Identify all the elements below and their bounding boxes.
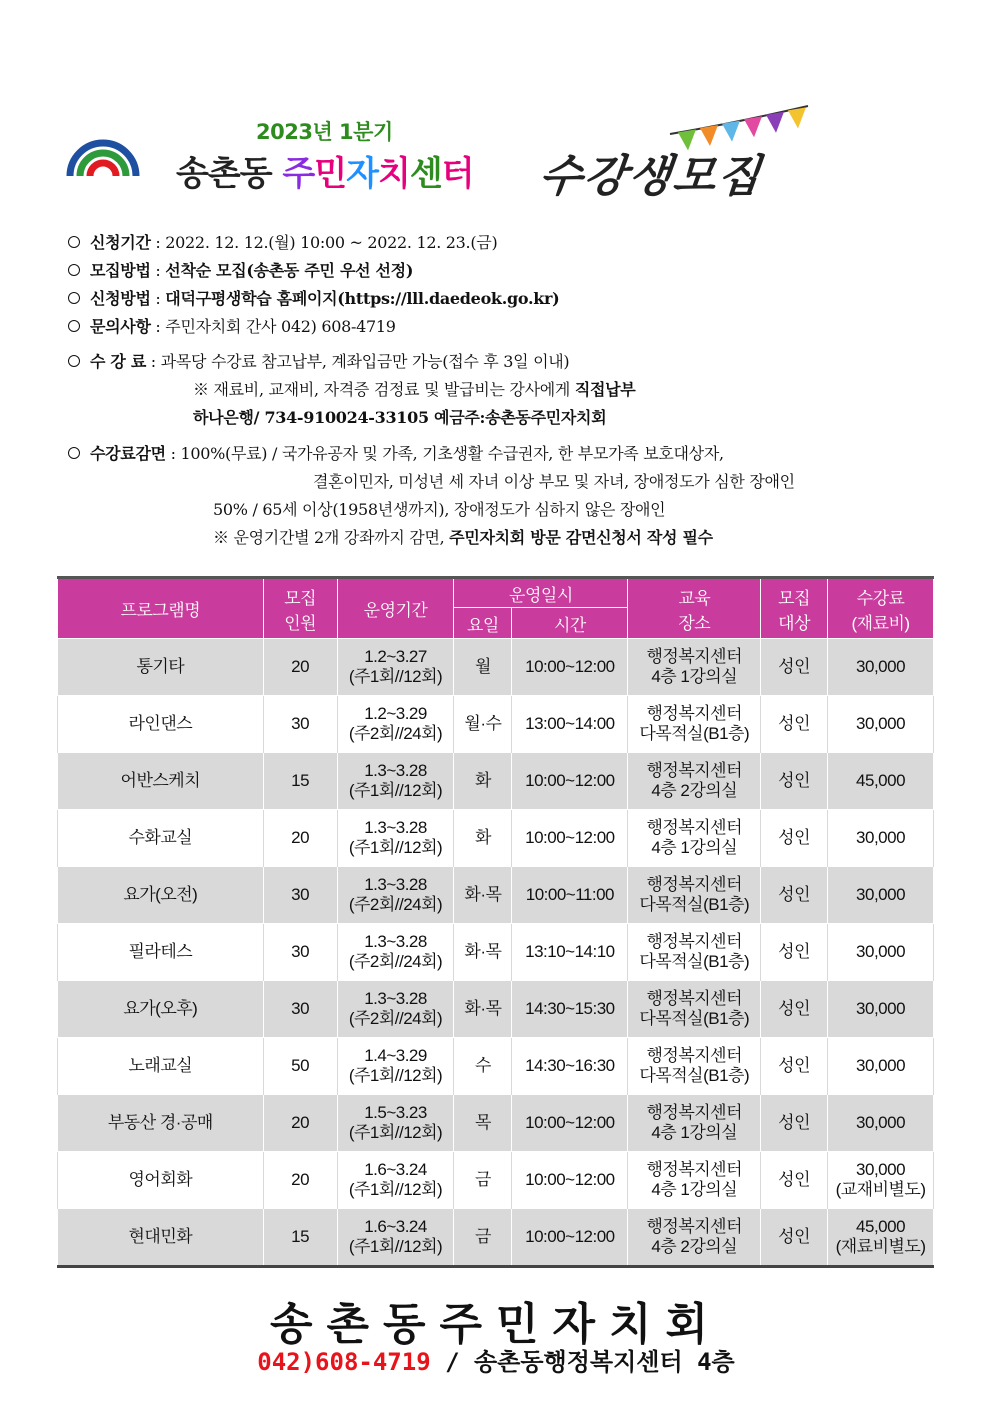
day: 월·수 bbox=[454, 696, 512, 753]
fee: 30,000 bbox=[828, 696, 934, 753]
fee-discount: 수강료감면 : 100%(무료) / 국가유공자 및 가족, 기초생활 수급권자, 한 부모가족 보호대상자, bbox=[68, 441, 724, 464]
program-name: 요가(오후) bbox=[58, 981, 264, 1038]
header-day: 요일 bbox=[454, 608, 512, 639]
time: 10:00~12:00 bbox=[512, 1152, 628, 1209]
bunting-flag bbox=[788, 107, 806, 128]
title-part: 센 bbox=[409, 154, 442, 194]
table-row bbox=[58, 810, 934, 867]
title-part: 치 bbox=[377, 154, 410, 194]
capacity: 30 bbox=[263, 924, 337, 981]
discount-line-3: 50% / 65세 이상(1958년생까지), 장애정도가 심하지 않은 장애인 bbox=[213, 500, 666, 519]
place: 행정복지센터 다목적실(B1층) bbox=[628, 696, 761, 753]
day: 금 bbox=[454, 1152, 512, 1209]
table-row bbox=[58, 1209, 934, 1267]
header-target: 모집 대상 bbox=[761, 578, 828, 639]
table-row bbox=[58, 639, 934, 696]
district-logo bbox=[66, 128, 140, 180]
target: 성인 bbox=[761, 810, 828, 867]
place: 행정복지센터 다목적실(B1층) bbox=[628, 981, 761, 1038]
time: 10:00~12:00 bbox=[512, 639, 628, 696]
capacity: 30 bbox=[263, 696, 337, 753]
place: 행정복지센터 다목적실(B1층) bbox=[628, 1038, 761, 1095]
capacity: 30 bbox=[263, 981, 337, 1038]
contact: 문의사항 : 주민자치회 간사 042) 608-4719 bbox=[68, 314, 396, 337]
fee: 30,000 (교재비별도) bbox=[828, 1152, 934, 1209]
place: 행정복지센터 다목적실(B1층) bbox=[628, 924, 761, 981]
period: 1.2~3.29 (주2회//24회) bbox=[337, 696, 454, 753]
circle-bullet-icon bbox=[68, 292, 80, 304]
program-name: 통기타 bbox=[58, 639, 264, 696]
time: 13:00~14:00 bbox=[512, 696, 628, 753]
table-row bbox=[58, 1152, 934, 1209]
bunting-flag bbox=[744, 116, 762, 137]
table-row bbox=[58, 1095, 934, 1152]
period: 1.6~3.24 (주1회//12회) bbox=[337, 1209, 454, 1267]
day: 화·목 bbox=[454, 867, 512, 924]
day: 화·목 bbox=[454, 981, 512, 1038]
target: 성인 bbox=[761, 924, 828, 981]
capacity: 20 bbox=[263, 639, 337, 696]
footer-phone: 042)608-4719 bbox=[257, 1348, 431, 1376]
fee: 30,000 bbox=[828, 867, 934, 924]
target: 성인 bbox=[761, 1152, 828, 1209]
target: 성인 bbox=[761, 1038, 828, 1095]
day: 금 bbox=[454, 1209, 512, 1267]
table-row bbox=[58, 924, 934, 981]
period: 1.2~3.27 (주1회//12회) bbox=[337, 639, 454, 696]
program-name: 라인댄스 bbox=[58, 696, 264, 753]
day: 화·목 bbox=[454, 924, 512, 981]
footer-organization: 송촌동주민자치회 bbox=[269, 1299, 723, 1350]
target: 성인 bbox=[761, 981, 828, 1038]
title-part: 주 bbox=[282, 154, 315, 194]
capacity: 30 bbox=[263, 867, 337, 924]
period: 1.3~3.28 (주1회//12회) bbox=[337, 810, 454, 867]
target: 성인 bbox=[761, 753, 828, 810]
program-name: 요가(오전) bbox=[58, 867, 264, 924]
header-program: 프로그램명 bbox=[58, 578, 264, 639]
program-name: 영어회화 bbox=[58, 1152, 264, 1209]
place: 행정복지센터 다목적실(B1층) bbox=[628, 867, 761, 924]
day: 화 bbox=[454, 810, 512, 867]
program-name: 어반스케치 bbox=[58, 753, 264, 810]
place: 행정복지센터 4층 1강의실 bbox=[628, 1152, 761, 1209]
title-part: 민 bbox=[314, 154, 347, 194]
fee: 30,000 bbox=[828, 1095, 934, 1152]
period: 1.3~3.28 (주2회//24회) bbox=[337, 981, 454, 1038]
recruit-heading: 수강생모집 bbox=[536, 151, 765, 202]
discount-line-2: 결혼이민자, 미성년 세 자녀 이상 부모 및 자녀, 장애정도가 심한 장애인 bbox=[313, 472, 795, 491]
place: 행정복지센터 4층 1강의실 bbox=[628, 810, 761, 867]
place: 행정복지센터 4층 1강의실 bbox=[628, 639, 761, 696]
fee: 30,000 bbox=[828, 981, 934, 1038]
title-part: 자 bbox=[346, 154, 378, 194]
table-row bbox=[58, 867, 934, 924]
target: 성인 bbox=[761, 1209, 828, 1267]
day: 월 bbox=[454, 639, 512, 696]
capacity: 50 bbox=[263, 1038, 337, 1095]
fee: 30,000 bbox=[828, 924, 934, 981]
table-row bbox=[58, 753, 934, 810]
program-table bbox=[57, 576, 934, 1268]
title-part: 송촌동 bbox=[176, 154, 283, 194]
program-name: 부동산 경·공매 bbox=[58, 1095, 264, 1152]
circle-bullet-icon bbox=[68, 264, 80, 276]
circle-bullet-icon bbox=[68, 236, 80, 248]
time: 13:10~14:10 bbox=[512, 924, 628, 981]
time: 10:00~12:00 bbox=[512, 1095, 628, 1152]
bank-account: 하나은행/ 734-910024-33105 예금주:송촌동주민자치회 bbox=[193, 408, 607, 427]
fee-note: ※ 재료비, 교재비, 자격증 검정료 및 발급비는 강사에게 직접납부 bbox=[193, 380, 636, 399]
day: 수 bbox=[454, 1038, 512, 1095]
period: 1.3~3.28 (주2회//24회) bbox=[337, 924, 454, 981]
time: 10:00~12:00 bbox=[512, 753, 628, 810]
fee: 45,000 bbox=[828, 753, 934, 810]
apply-method: 신청방법 : 대덕구평생학습 홈페이지(https://lll.daedeok.go.kr) bbox=[68, 286, 559, 309]
header-fee: 수강료 (재료비) bbox=[828, 578, 934, 639]
title-part: 터 bbox=[441, 154, 474, 194]
header-time: 시간 bbox=[512, 608, 628, 639]
target: 성인 bbox=[761, 867, 828, 924]
fee: 30,000 bbox=[828, 810, 934, 867]
table-row bbox=[58, 1038, 934, 1095]
program-name: 현대민화 bbox=[58, 1209, 264, 1267]
program-name: 필라테스 bbox=[58, 924, 264, 981]
footer-separator: / bbox=[430, 1348, 474, 1376]
fee: 30,000 bbox=[828, 639, 934, 696]
place: 행정복지센터 4층 2강의실 bbox=[628, 753, 761, 810]
period: 1.3~3.28 (주1회//12회) bbox=[337, 753, 454, 810]
time: 14:30~15:30 bbox=[512, 981, 628, 1038]
header-place: 교육 장소 bbox=[628, 578, 761, 639]
page-title bbox=[176, 146, 474, 195]
capacity: 20 bbox=[263, 810, 337, 867]
circle-bullet-icon bbox=[68, 447, 80, 459]
bunting-flag bbox=[722, 121, 740, 142]
capacity: 15 bbox=[263, 753, 337, 810]
fee: 45,000 (재료비별도) bbox=[828, 1209, 934, 1267]
table-row bbox=[58, 696, 934, 753]
discount-note: ※ 운영기간별 2개 강좌까지 감면, 주민자치회 방문 감면신청서 작성 필수 bbox=[213, 528, 713, 547]
footer-address: 송촌동행정복지센터 4층 bbox=[474, 1348, 735, 1376]
header-capacity: 모집 인원 bbox=[263, 578, 337, 639]
header-period: 운영기간 bbox=[337, 578, 454, 639]
time: 10:00~11:00 bbox=[512, 867, 628, 924]
program-name: 노래교실 bbox=[58, 1038, 264, 1095]
period: 1.4~3.29 (주1회//12회) bbox=[337, 1038, 454, 1095]
fee-info: 수 강 료 : 과목당 수강료 참고납부, 계좌입금만 가능(접수 후 3일 이내) bbox=[68, 349, 569, 372]
subtitle: 2023년 1분기 bbox=[256, 120, 393, 144]
bunting-flag bbox=[766, 112, 784, 133]
footer-contact bbox=[0, 1342, 992, 1377]
capacity: 20 bbox=[263, 1152, 337, 1209]
recruit-method: 모집방법 : 선착순 모집(송촌동 주민 우선 선정) bbox=[68, 258, 413, 281]
program-name: 수화교실 bbox=[58, 810, 264, 867]
time: 10:00~12:00 bbox=[512, 810, 628, 867]
capacity: 20 bbox=[263, 1095, 337, 1152]
apply-period: 신청기간 : 2022. 12. 12.(월) 10:00 ~ 2022. 12. 23.(금) bbox=[68, 230, 497, 253]
target: 성인 bbox=[761, 1095, 828, 1152]
fee: 30,000 bbox=[828, 1038, 934, 1095]
time: 10:00~12:00 bbox=[512, 1209, 628, 1267]
target: 성인 bbox=[761, 696, 828, 753]
time: 14:30~16:30 bbox=[512, 1038, 628, 1095]
day: 목 bbox=[454, 1095, 512, 1152]
capacity: 15 bbox=[263, 1209, 337, 1267]
circle-bullet-icon bbox=[68, 355, 80, 367]
target: 성인 bbox=[761, 639, 828, 696]
header-schedule: 운영일시 bbox=[454, 578, 628, 608]
period: 1.6~3.24 (주1회//12회) bbox=[337, 1152, 454, 1209]
day: 화 bbox=[454, 753, 512, 810]
period: 1.5~3.23 (주1회//12회) bbox=[337, 1095, 454, 1152]
table-row bbox=[58, 981, 934, 1038]
place: 행정복지센터 4층 2강의실 bbox=[628, 1209, 761, 1267]
period: 1.3~3.28 (주2회//24회) bbox=[337, 867, 454, 924]
place: 행정복지센터 4층 1강의실 bbox=[628, 1095, 761, 1152]
circle-bullet-icon bbox=[68, 320, 80, 332]
